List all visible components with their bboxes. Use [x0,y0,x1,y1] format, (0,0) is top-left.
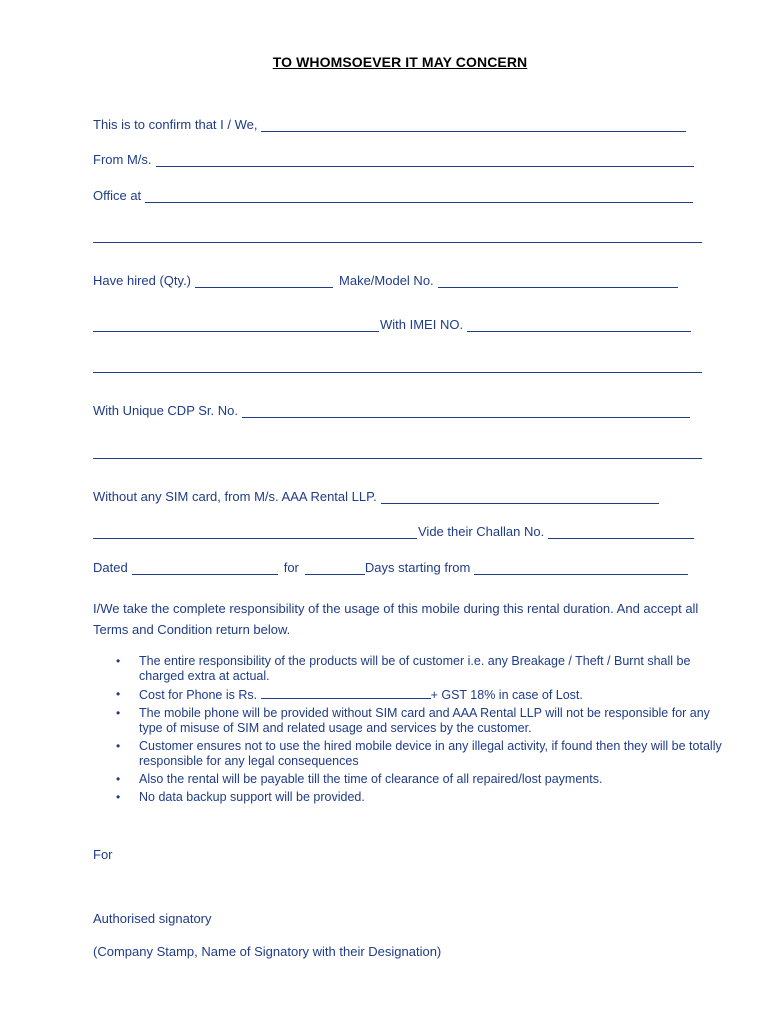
challan-row [93,521,694,539]
hired-row [93,270,678,288]
without-sim-label: Without any SIM card, from M/s. AAA Rental LLP. [93,489,377,504]
qty-blank[interactable] [195,274,333,288]
imei-row [93,314,691,332]
office-blank[interactable] [145,189,693,203]
office-row [93,185,693,203]
office-continuation-line[interactable] [93,242,702,243]
hired-qty-label: Have hired (Qty.) [93,273,192,288]
for-label: for [283,560,299,575]
make-model-blank[interactable] [438,274,678,288]
without-sim-blank[interactable] [381,490,659,504]
make-model-label: Make/Model No. [339,273,434,288]
confirm-label: This is to confirm that I / We, [93,117,258,132]
cdp-blank[interactable] [242,404,690,418]
cdp-row [93,400,690,418]
cost-suffix: + GST 18% in case of Lost. [430,688,583,702]
model-continuation-blank[interactable] [93,318,379,332]
imei-blank[interactable] [467,318,691,332]
terms-list [93,654,733,808]
bullet-icon: • [116,739,121,753]
office-label: Office at [93,188,142,203]
challan-blank[interactable] [548,525,694,539]
from-row [93,149,694,167]
cost-blank[interactable] [261,687,431,699]
cdp-continuation-line[interactable] [93,458,702,459]
bullet-icon: • [116,772,121,786]
name-blank[interactable] [261,118,686,132]
dated-label: Dated [93,560,128,575]
term-text: Also the rental will be payable till the time of clearance of all repaired/lost payments. [139,772,603,786]
date-blank[interactable] [132,561,278,575]
from-blank[interactable] [156,153,694,167]
challan-prefix-blank[interactable] [93,525,417,539]
imei-label: With IMEI NO. [380,317,464,332]
term-item-cost [93,687,733,703]
term-item [93,739,733,769]
without-sim-row [93,486,659,504]
term-item [93,790,733,805]
for-signoff: For [93,847,113,862]
bullet-icon: • [116,654,121,668]
cdp-label: With Unique CDP Sr. No. [93,403,238,418]
challan-label: Vide their Challan No. [418,524,545,539]
term-text: Cost for Phone is Rs. [139,688,258,702]
stamp-note: (Company Stamp, Name of Signatory with their Designation) [93,944,442,959]
term-item [93,706,733,736]
authorised-signatory: Authorised signatory [93,911,212,926]
term-item [93,772,733,787]
term-text: The mobile phone will be provided without SIM card and AAA Rental LLP will not be responsible for any type of misuse of SIM and related usage and services by the customer. [139,706,710,735]
term-text: No data backup support will be provided. [139,790,365,804]
from-label: From M/s. [93,152,152,167]
imei-continuation-line[interactable] [93,372,702,373]
start-date-blank[interactable] [474,561,688,575]
responsibility-paragraph: I/We take the complete responsibility of the usage of this mobile during this rental duration. And accept all Terms and Condition return below. [93,601,699,637]
bullet-icon: • [116,687,121,701]
term-text: Customer ensures not to use the hired mobile device in any illegal activity, if found then they will be totally responsible for any legal consequences [139,739,722,768]
days-label: Days starting from [364,560,471,575]
dated-row [93,557,688,575]
term-text: The entire responsibility of the products will be of customer i.e. any Breakage / Theft / Burnt shall be charged extra at actual. [139,654,691,683]
bullet-icon: • [116,790,121,804]
term-item [93,654,733,684]
document-title: TO WHOMSOEVER IT MAY CONCERN [272,54,528,70]
bullet-icon: • [116,706,121,720]
confirm-row [93,114,686,132]
days-blank[interactable] [305,561,365,575]
